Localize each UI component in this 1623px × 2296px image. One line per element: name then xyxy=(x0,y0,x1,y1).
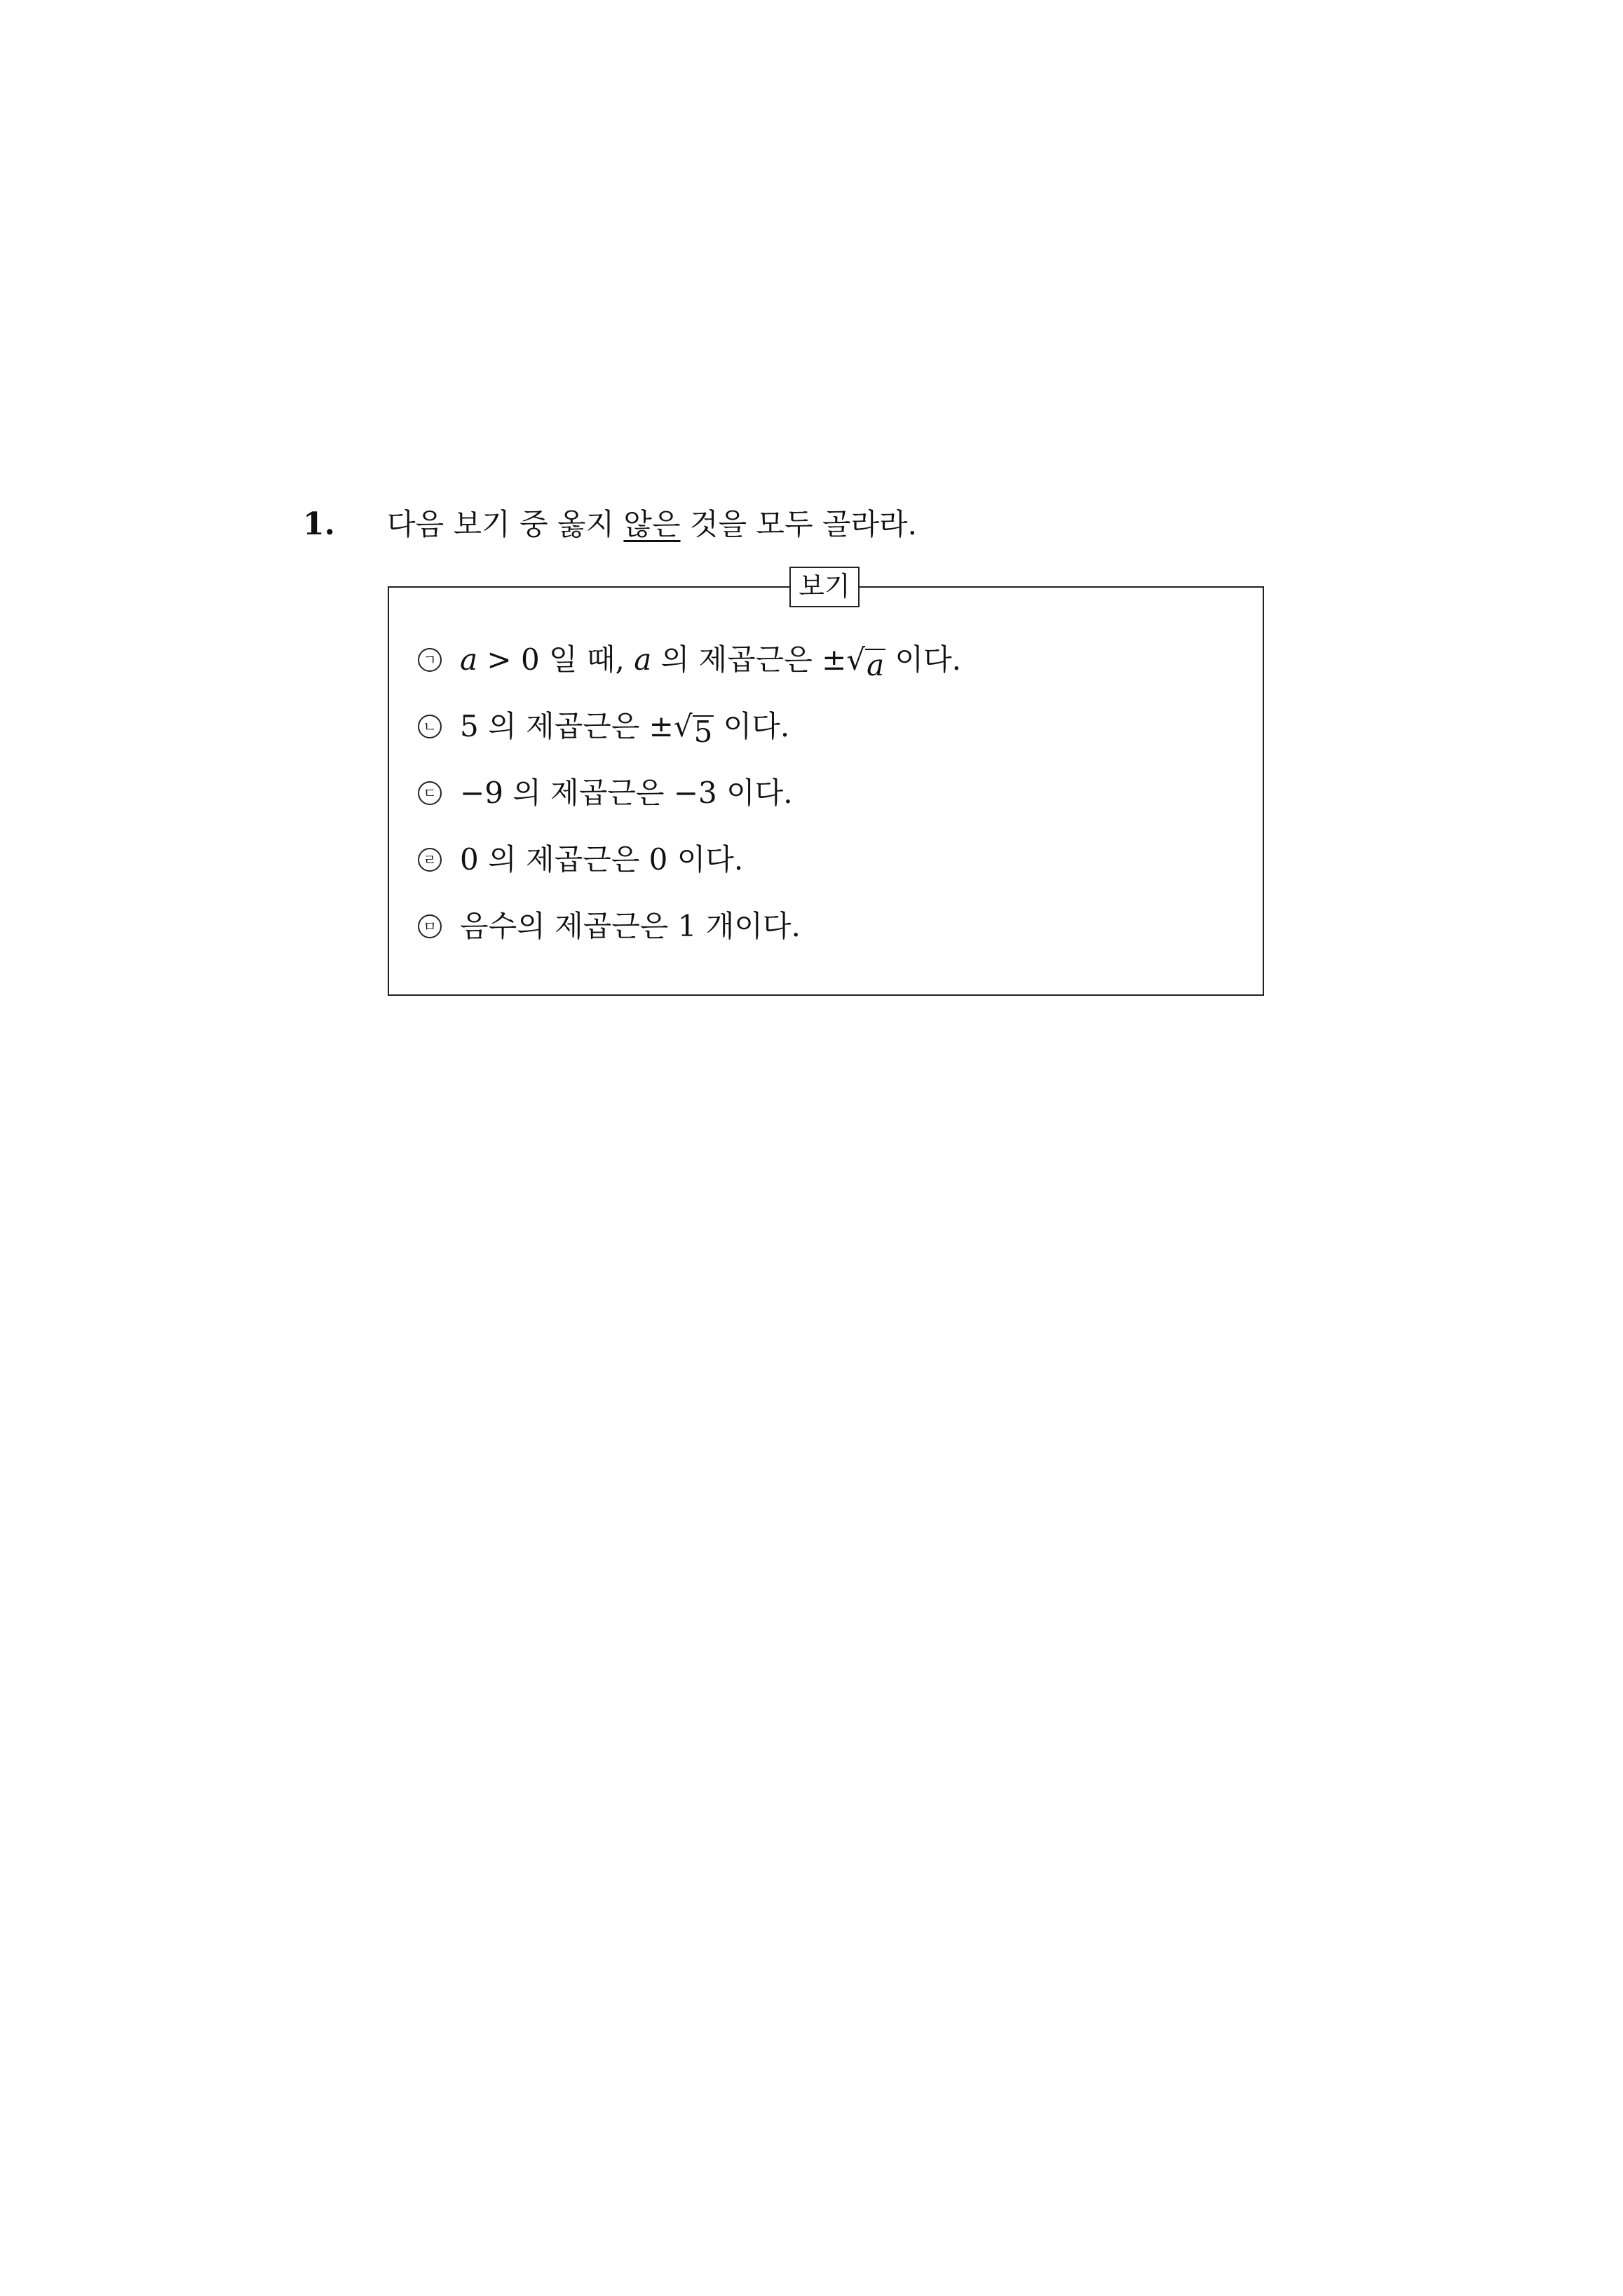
example-item-3 xyxy=(418,772,793,814)
radical-sign: √ xyxy=(846,642,866,677)
sqrt-expression-5 xyxy=(674,705,714,748)
circled-marker-4: ㄹ xyxy=(418,848,442,872)
circled-marker-5: ㅁ xyxy=(418,914,442,938)
question-text xyxy=(387,504,917,546)
example-item-2 xyxy=(418,705,789,748)
item-1-middle: 의 제곱근은 ± xyxy=(651,642,847,677)
math-var-a: a xyxy=(460,642,478,677)
radicand-5: 5 xyxy=(693,715,713,749)
circled-marker-1: ㄱ xyxy=(418,648,442,672)
item-2-end: 이다. xyxy=(714,709,790,743)
example-item-5 xyxy=(418,905,801,947)
sqrt-expression-a xyxy=(846,639,885,681)
item-5-text: 음수의 제곱근은 1 개이다. xyxy=(460,909,801,943)
item-4-text: 0 의 제곱근은 0 이다. xyxy=(460,842,744,877)
example-box-label: 보기 xyxy=(789,567,860,607)
problem-number: 1. xyxy=(303,506,335,542)
question-emphasis: 않은 xyxy=(623,507,681,541)
math-var-a-2: a xyxy=(634,642,652,677)
radicand-a: a xyxy=(867,648,885,682)
circled-marker-3: ㄷ xyxy=(418,781,442,805)
circled-marker-2: ㄴ xyxy=(418,715,442,738)
item-3-text: −9 의 제곱근은 −3 이다. xyxy=(460,776,793,810)
question-suffix: 것을 모두 골라라. xyxy=(680,507,917,541)
example-item-1 xyxy=(418,639,961,681)
item-1-condition: > 0 일 때, xyxy=(477,642,634,677)
item-2-start: 5 의 제곱근은 ± xyxy=(460,709,674,743)
item-1-end: 이다. xyxy=(885,642,962,677)
example-item-4 xyxy=(418,839,743,881)
question-prefix: 다음 보기 중 옳지 xyxy=(387,507,624,541)
radical-sign: √ xyxy=(673,709,693,743)
